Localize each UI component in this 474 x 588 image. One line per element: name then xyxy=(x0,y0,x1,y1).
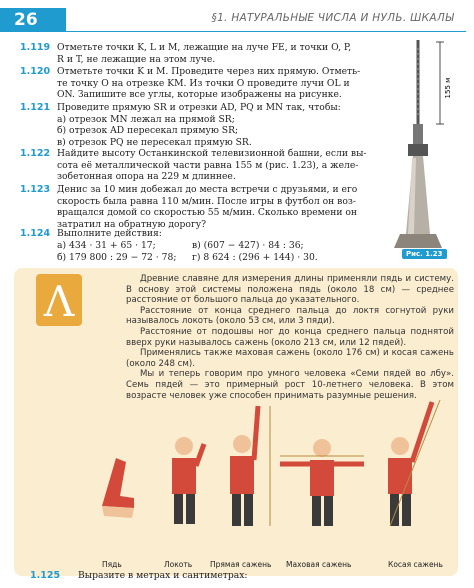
flywheel-sazhen-figure xyxy=(280,439,364,526)
problem-line: Выразите в метрах и сантиметрах: xyxy=(78,570,248,581)
problem-1123 xyxy=(20,184,357,230)
expr-a: а) 434 · 31 + 65 · 17; xyxy=(57,240,156,251)
problem-number: 1.122 xyxy=(20,148,51,159)
ostankino-tower-figure xyxy=(392,38,464,260)
problem-line: Проведите прямую SR и отрезки AD, PQ и MN так, чтобы: xyxy=(57,102,341,113)
lambda-icon xyxy=(34,272,84,328)
label-oblique-sazhen: Косая сажень xyxy=(388,560,443,569)
tower-dimension-label: 155 м xyxy=(444,77,452,99)
page-header xyxy=(0,0,474,30)
running-title: §1. НАТУРАЛЬНЫЕ ЧИСЛА И НУЛЬ. ШКАЛЫ xyxy=(211,12,454,24)
header-rule xyxy=(66,31,466,32)
figure-caption: Рис. 1.23 xyxy=(402,249,447,259)
problem-number: 1.120 xyxy=(20,66,51,77)
lambda-letter: Λ xyxy=(43,277,75,326)
problem-number: 1.124 xyxy=(20,228,51,239)
problem-1119 xyxy=(20,42,351,65)
problem-line: в) отрезок PQ не пересекал прямую SR. xyxy=(57,136,252,148)
info-text xyxy=(126,274,454,401)
problem-line: Выполните действия: xyxy=(57,228,162,239)
problem-number: 1.125 xyxy=(30,570,61,581)
info-paragraph: Расстояние от конца среднего пальца до локтя согнутой руки называлось локоть (около 53 см, или 3 пяди). xyxy=(126,305,454,327)
label-straight-sazhen: Прямая сажень xyxy=(210,560,272,569)
problem-line: б) отрезок AD пересекал прямую SR; xyxy=(57,125,239,136)
oblique-sazhen-figure xyxy=(388,400,440,526)
problem-line: затратил на обратную дорогу? xyxy=(57,218,207,230)
problem-1124 xyxy=(20,228,162,240)
problem-number: 1.121 xyxy=(20,102,51,113)
problem-line: скорость была равна 110 м/мин. После игры в футбол он воз- xyxy=(57,195,356,207)
info-paragraph: Древние славяне для измерения длины применяли пядь и систему. В основу этой системы положена пядь (около 18 см) — среднее расстояние от большого пальца до указательного. xyxy=(126,274,454,306)
problem-1125 xyxy=(20,570,248,582)
problem-line: те точку O на отрезке KM. Из точки O проведите лучи OL и xyxy=(57,77,350,89)
label-lokot: Локоть xyxy=(164,560,193,569)
info-paragraph: Мы и теперь говорим про умного человека «Семи пядей во лбу». Семь пядей — это примерный рост 10-летнего человека. В этом возрасте человек уже способен принимать разумные решения. xyxy=(126,369,454,401)
info-paragraph: Расстояние от подошвы ног до конца среднего пальца поднятой вверх руки называлось сажень (около 213 см, или 12 пядей). xyxy=(126,326,454,348)
expr-b: б) 179 800 : 29 − 72 · 78; xyxy=(57,251,177,263)
info-box xyxy=(14,268,458,576)
problem-line: Отметьте точки K и M. Проведите через них прямую. Отметь- xyxy=(57,66,361,77)
measure-figures xyxy=(94,396,454,578)
label-pyad: Пядь xyxy=(102,560,122,569)
hand-span-figure xyxy=(102,458,134,518)
expr-g: г) 8 624 : (296 + 144) · 30. xyxy=(192,251,318,263)
problem-line: зобетонная опора на 229 м длиннее. xyxy=(57,171,236,182)
label-flywheel-sazhen: Маховая сажень xyxy=(286,560,352,569)
problem-1121 xyxy=(20,102,341,148)
problem-line: R и T, не лежащие на этом луче. xyxy=(57,53,216,65)
problem-1122 xyxy=(20,148,367,183)
problem-line: сота её металлической части равна 155 м (рис. 1.23), а желе- xyxy=(57,159,359,171)
info-paragraph: Применялись также маховая сажень (около 176 см) и косая сажень (около 248 см). xyxy=(126,348,454,369)
problem-line: вращался домой со скоростью 55 м/мин. Сколько времени он xyxy=(57,207,358,218)
problem-number: 1.119 xyxy=(20,42,51,53)
expr-v: в) (607 − 427) · 84 : 36; xyxy=(192,240,304,251)
problem-line: Денис за 10 мин добежал до места встречи с друзьями, и его xyxy=(57,184,358,195)
problem-line: ON. Запишите все углы, которые изображены на рисунке. xyxy=(57,89,342,100)
problem-number: 1.123 xyxy=(20,184,51,195)
problem-line: Отметьте точки K, L и M, лежащие на луче FE, и точки O, P, xyxy=(57,42,352,53)
problem-line: Найдите высоту Останкинской телевизионной башни, если вы- xyxy=(57,148,367,159)
page-number: 26 xyxy=(0,8,66,32)
straight-sazhen-figure xyxy=(230,406,270,526)
elbow-figure xyxy=(172,437,204,524)
problem-line: а) отрезок MN лежал на прямой SR; xyxy=(57,113,235,125)
problem-1124-expressions xyxy=(20,240,318,263)
problem-1120 xyxy=(20,66,360,101)
